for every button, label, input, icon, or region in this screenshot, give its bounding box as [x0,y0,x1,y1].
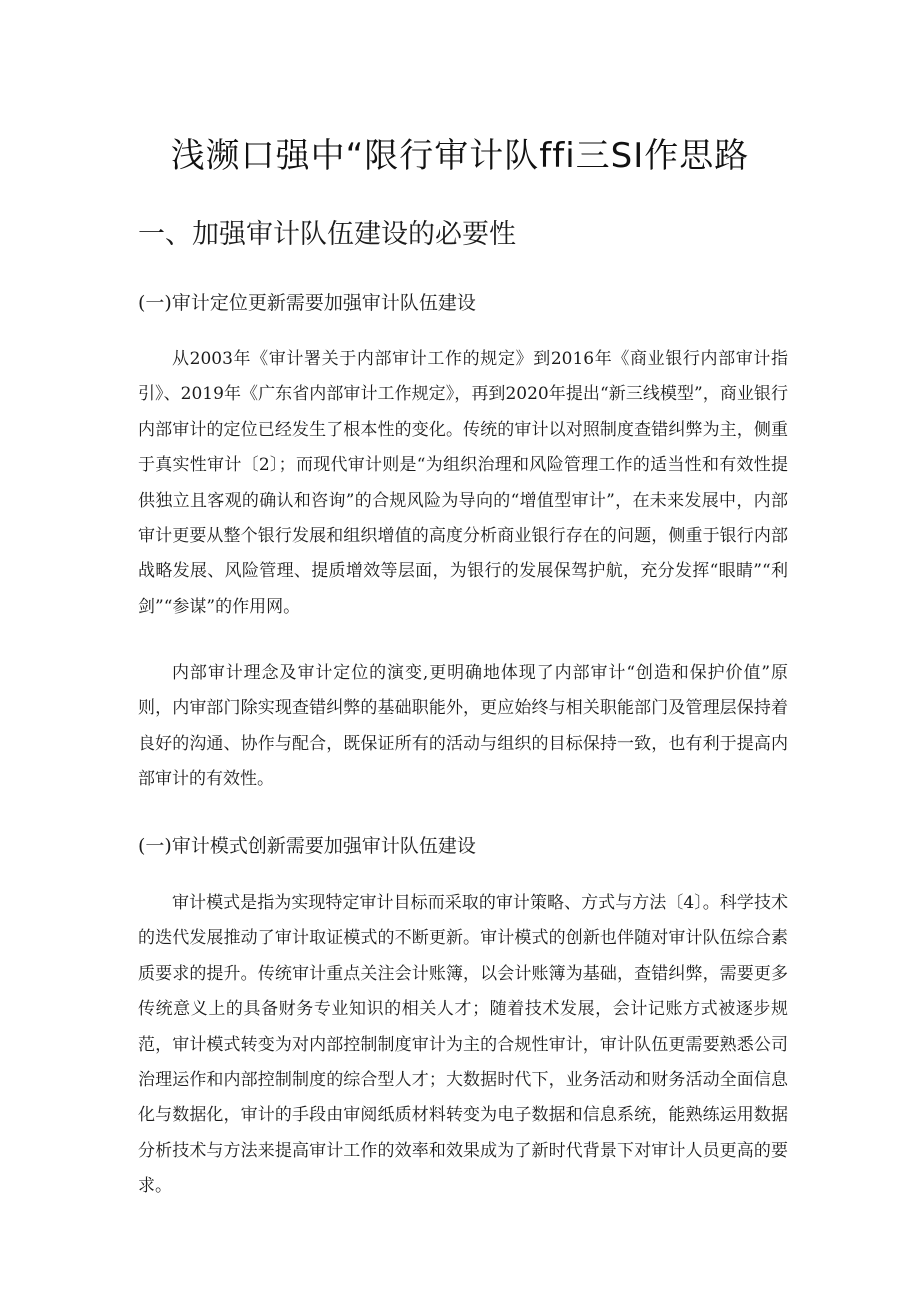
paragraph-1: 从2003年《审计署关于内部审计工作的规定》到2016年《商业银行内部审计指引》、2019年《广东省内部审计工作规定》，再到2020年提出“新三线模型”，商业银行内部审计的定位已经发生了根本性的变化。传统的审计以对照制度查错纠弊为主，侧重于真实性审计〔2〕；而现代审计则是“为组织治理和风险管理工作的适当性和有效性提供独立且客观的确认和咨询”的合规风险为导向的“增值型审计”，在未来发展中，内部审计更要从整个银行发展和组织增值的高度分析商业银行存在的问题，侧重于银行内部战略发展、风险管理、提质增效等层面，为银行的发展保驾护航，充分发挥“眼睛”“利剑”“参谋”的作用网。 [138,349,788,617]
section-heading: 一、加强审计队伍建设的必要性 [138,219,516,250]
subsection-heading-2: (一)审计模式创新需要加强审计队伍建设 [138,835,476,857]
subsection-heading-1: (一)审计定位更新需要加强审计队伍建设 [138,292,476,314]
document-title: 浅濒口强中“限行审计队ffi三SI作思路 [170,136,750,176]
paragraph-3: 审计模式是指为实现特定审计目标而采取的审计策略、方式与方法〔4〕。科学技术的迭代发展推动了审计取证模式的不断更新。审计模式的创新也伴随对审计队伍综合素质要求的提升。传统审计重点关注会计账簿，以会计账簿为基础，查错纠弊，需要更多传统意义上的具备财务专业知识的相关人才；随着技术发展，会计记账方式被逐步规范，审计模式转变为对内部控制制度审计为主的合规性审计，审计队伍更需要熟悉公司治理运作和内部控制制度的综合型人才；大数据时代下，业务活动和财务活动全面信息化与数据化，审计的手段由审阅纸质材料转变为电子数据和信息系统，能熟练运用数据分析技术与方法来提高审计工作的效率和效果成为了新时代背景下对审计人员更高的要求。 [138,893,788,1197]
paragraph-2: 内部审计理念及审计定位的演变,更明确地体现了内部审计“创造和保护价值”原则，内审部门除实现查错纠弊的基础职能外，更应始终与相关职能部门及管理层保持着良好的沟通、协作与配合，既保证所有的活动与组织的目标保持一致，也有利于提高内部审计的有效性。 [138,663,788,790]
